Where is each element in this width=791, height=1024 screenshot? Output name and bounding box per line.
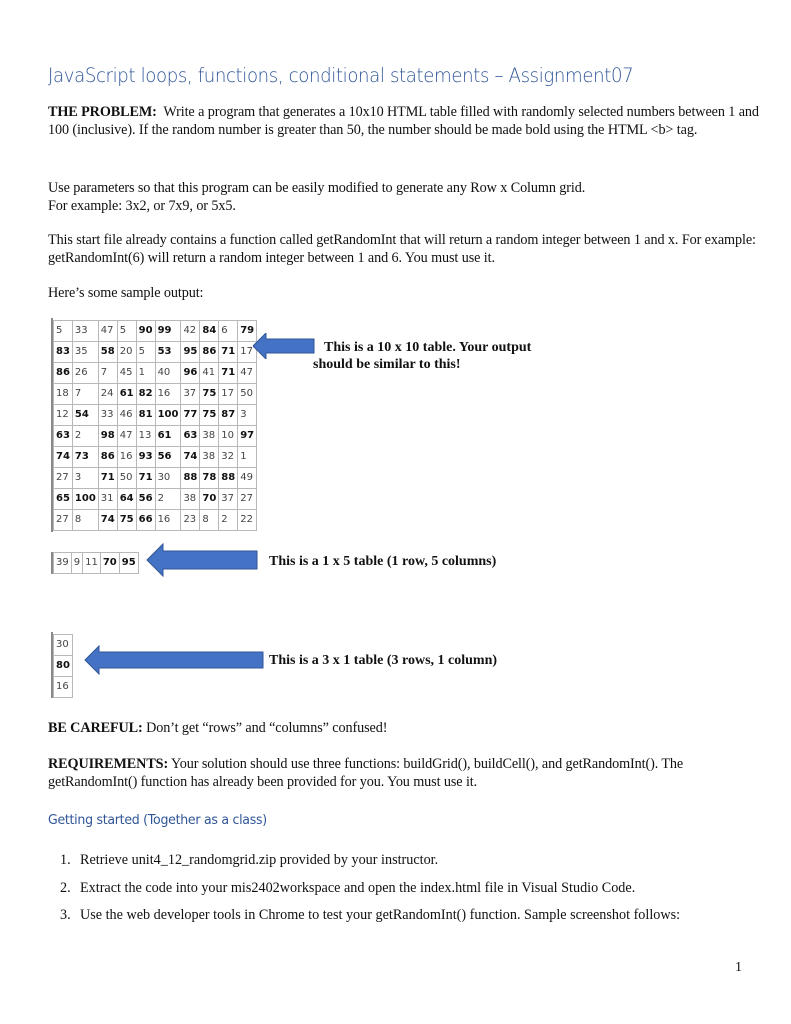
- parameters-paragraph: [48, 180, 768, 215]
- table-cell: 16: [155, 384, 181, 405]
- table-row: [54, 342, 257, 363]
- table-cell: 30: [54, 635, 73, 656]
- table-cell: 64: [117, 489, 136, 510]
- arrow-left-icon: [146, 543, 258, 577]
- table-cell: 27: [54, 510, 73, 531]
- table-cell: 90: [136, 321, 155, 342]
- table-cell: 86: [54, 363, 73, 384]
- table-cell: 53: [155, 342, 181, 363]
- table-cell: 22: [238, 510, 257, 531]
- table-cell: 6: [219, 321, 238, 342]
- problem-paragraph: [48, 104, 768, 139]
- table-cell: 79: [238, 321, 257, 342]
- table-cell: 37: [219, 489, 238, 510]
- table-cell: 63: [54, 426, 73, 447]
- table-cell: 75: [200, 384, 219, 405]
- table-cell: 24: [98, 384, 117, 405]
- callout-10x10-line-2: should be similar to this!: [313, 357, 461, 372]
- table-cell: 82: [136, 384, 155, 405]
- table-cell: 75: [200, 405, 219, 426]
- table-cell: 2: [219, 510, 238, 531]
- table-row: [54, 405, 257, 426]
- table-cell: 27: [54, 468, 73, 489]
- table-cell: 38: [200, 426, 219, 447]
- table-cell: 77: [181, 405, 200, 426]
- table-cell: 35: [72, 342, 98, 363]
- table-cell: 56: [136, 489, 155, 510]
- problem-label: THE PROBLEM:: [48, 104, 157, 120]
- requirements-text: Your solution should use three functions: buildGrid(), buildCell(), and getRandomInt(). The getRandomInt() function has already been provided for you. You must use it.: [48, 756, 684, 790]
- table-cell: 3: [238, 405, 257, 426]
- page-number: 1: [735, 960, 742, 975]
- table-row: [54, 656, 73, 677]
- table-cell: 13: [136, 426, 155, 447]
- callout-10x10-line-1: This is a 10 x 10 table. Your output: [324, 340, 532, 355]
- table-cell: 31: [98, 489, 117, 510]
- table-row: [54, 468, 257, 489]
- table-cell: 16: [117, 447, 136, 468]
- table-cell: 63: [181, 426, 200, 447]
- document-title: JavaScript loops, functions, conditional statements – Assignment07: [48, 64, 634, 87]
- table-cell: 96: [181, 363, 200, 384]
- table-cell: 16: [54, 677, 73, 698]
- step-number: 2.: [60, 879, 71, 896]
- table-cell: 86: [98, 447, 117, 468]
- table-cell: 50: [238, 384, 257, 405]
- table-cell: 47: [238, 363, 257, 384]
- table-cell: 33: [72, 321, 98, 342]
- table-cell: 45: [117, 363, 136, 384]
- step-text: Extract the code into your mis2402workspace and open the index.html file in Visual Studio Code.: [80, 879, 636, 896]
- step-text: Retrieve unit4_12_randomgrid.zip provided by your instructor.: [80, 852, 439, 868]
- table-cell: 12: [54, 405, 73, 426]
- table-cell: 2: [72, 426, 98, 447]
- arrow-left-icon: [253, 333, 315, 359]
- table-cell: 83: [54, 342, 73, 363]
- be-careful-text: Don’t get “rows” and “columns” confused!: [146, 720, 388, 736]
- table-cell: 78: [200, 468, 219, 489]
- table-cell: 42: [181, 321, 200, 342]
- table-cell: 46: [117, 405, 136, 426]
- table-cell: 75: [117, 510, 136, 531]
- table-cell: 97: [238, 426, 257, 447]
- table-cell: 71: [98, 468, 117, 489]
- table-cell: 86: [200, 342, 219, 363]
- sample-output-intro: Here’s some sample output:: [48, 285, 204, 301]
- table-cell: 2: [155, 489, 181, 510]
- table-cell: 54: [72, 405, 98, 426]
- table-cell: 23: [181, 510, 200, 531]
- table-cell: 5: [117, 321, 136, 342]
- table-row: [54, 321, 257, 342]
- table-cell: 11: [83, 553, 101, 574]
- step-number: 3.: [60, 907, 71, 923]
- table-cell: 61: [117, 384, 136, 405]
- table-row: [54, 447, 257, 468]
- table-cell: 39: [54, 553, 72, 574]
- sample-table-3x1: [53, 634, 73, 698]
- step-text: Use the web developer tools in Chrome to test your getRandomInt() function. Sample screenshot follows:: [80, 907, 681, 923]
- table-cell: 32: [219, 447, 238, 468]
- table-cell: 71: [136, 468, 155, 489]
- table-cell: 50: [117, 468, 136, 489]
- table-cell: 20: [117, 342, 136, 363]
- table-cell: 27: [238, 489, 257, 510]
- table-cell: 81: [136, 405, 155, 426]
- table-cell: 56: [155, 447, 181, 468]
- table-cell: 71: [219, 363, 238, 384]
- table-cell: 3: [72, 468, 98, 489]
- table-cell: 99: [155, 321, 181, 342]
- table-cell: 10: [219, 426, 238, 447]
- getting-started-steps: [48, 852, 770, 935]
- table-cell: 73: [72, 447, 98, 468]
- table-cell: 17: [219, 384, 238, 405]
- table-cell: 17: [238, 342, 257, 363]
- requirements-paragraph: [48, 756, 768, 791]
- table-row: [54, 677, 73, 698]
- table-cell: 88: [181, 468, 200, 489]
- table-row: [54, 363, 257, 384]
- parameters-line-2: For example: 3x2, or 7x9, or 5x5.: [48, 197, 236, 214]
- table-cell: 71: [219, 342, 238, 363]
- step-number: 1.: [60, 852, 71, 868]
- table-cell: 93: [136, 447, 155, 468]
- table-cell: 18: [54, 384, 73, 405]
- table-cell: 47: [117, 426, 136, 447]
- table-cell: 61: [155, 426, 181, 447]
- table-cell: 84: [200, 321, 219, 342]
- requirements-label: REQUIREMENTS:: [48, 756, 169, 772]
- table-cell: 88: [219, 468, 238, 489]
- callout-3x1: This is a 3 x 1 table (3 rows, 1 column): [269, 653, 498, 668]
- start-file-paragraph: This start file already contains a function called getRandomInt that will return a random integer between 1 and x. For example: getRandomInt(6) will return a random integer between 1 and 6. You must use it.: [48, 232, 756, 266]
- table-cell: 8: [72, 510, 98, 531]
- table-cell: 30: [155, 468, 181, 489]
- table-row: [54, 426, 257, 447]
- table-cell: 5: [136, 342, 155, 363]
- table-row: [54, 635, 73, 656]
- table-cell: 74: [181, 447, 200, 468]
- table-cell: 26: [72, 363, 98, 384]
- table-cell: 38: [181, 489, 200, 510]
- table-cell: 7: [72, 384, 98, 405]
- table-row: [54, 553, 139, 574]
- table-cell: 74: [54, 447, 73, 468]
- arrow-left-icon: [84, 645, 264, 675]
- table-cell: 8: [200, 510, 219, 531]
- table-cell: 40: [155, 363, 181, 384]
- table-cell: 74: [98, 510, 117, 531]
- table-cell: 7: [98, 363, 117, 384]
- sample-table-1x5: [53, 552, 139, 574]
- table-cell: 16: [155, 510, 181, 531]
- table-cell: 100: [155, 405, 181, 426]
- table-cell: 58: [98, 342, 117, 363]
- table-cell: 80: [54, 656, 73, 677]
- callout-1x5: This is a 1 x 5 table (1 row, 5 columns): [269, 554, 497, 569]
- table-cell: 95: [181, 342, 200, 363]
- step-item: [48, 907, 770, 925]
- table-cell: 9: [71, 553, 82, 574]
- problem-text: Write a program that generates a 10x10 HTML table filled with randomly selected numbers between 1 and 100 (inclusive). If the random number is greater than 50, the number should be made bold using the HTML <b> tag.: [48, 104, 759, 138]
- sample-table-10x10: [53, 320, 257, 531]
- step-item: [48, 852, 770, 870]
- table-row: [54, 384, 257, 405]
- table-cell: 41: [200, 363, 219, 384]
- table-cell: 47: [98, 321, 117, 342]
- table-row: [54, 489, 257, 510]
- table-cell: 49: [238, 468, 257, 489]
- table-row: [54, 510, 257, 531]
- table-cell: 37: [181, 384, 200, 405]
- table-cell: 38: [200, 447, 219, 468]
- be-careful-paragraph: [48, 720, 768, 738]
- parameters-line-1: Use parameters so that this program can be easily modified to generate any Row x Column grid.: [48, 180, 586, 196]
- table-cell: 33: [98, 405, 117, 426]
- table-cell: 95: [119, 553, 138, 574]
- table-cell: 66: [136, 510, 155, 531]
- table-cell: 98: [98, 426, 117, 447]
- table-cell: 1: [238, 447, 257, 468]
- table-cell: 65: [54, 489, 73, 510]
- callout-10x10: [313, 339, 532, 373]
- table-cell: 70: [200, 489, 219, 510]
- be-careful-label: BE CAREFUL:: [48, 720, 143, 736]
- table-cell: 70: [100, 553, 119, 574]
- table-cell: 1: [136, 363, 155, 384]
- table-cell: 87: [219, 405, 238, 426]
- getting-started-heading: Getting started (Together as a class): [48, 812, 267, 828]
- table-cell: 100: [72, 489, 98, 510]
- step-item: [48, 880, 770, 898]
- table-cell: 5: [54, 321, 73, 342]
